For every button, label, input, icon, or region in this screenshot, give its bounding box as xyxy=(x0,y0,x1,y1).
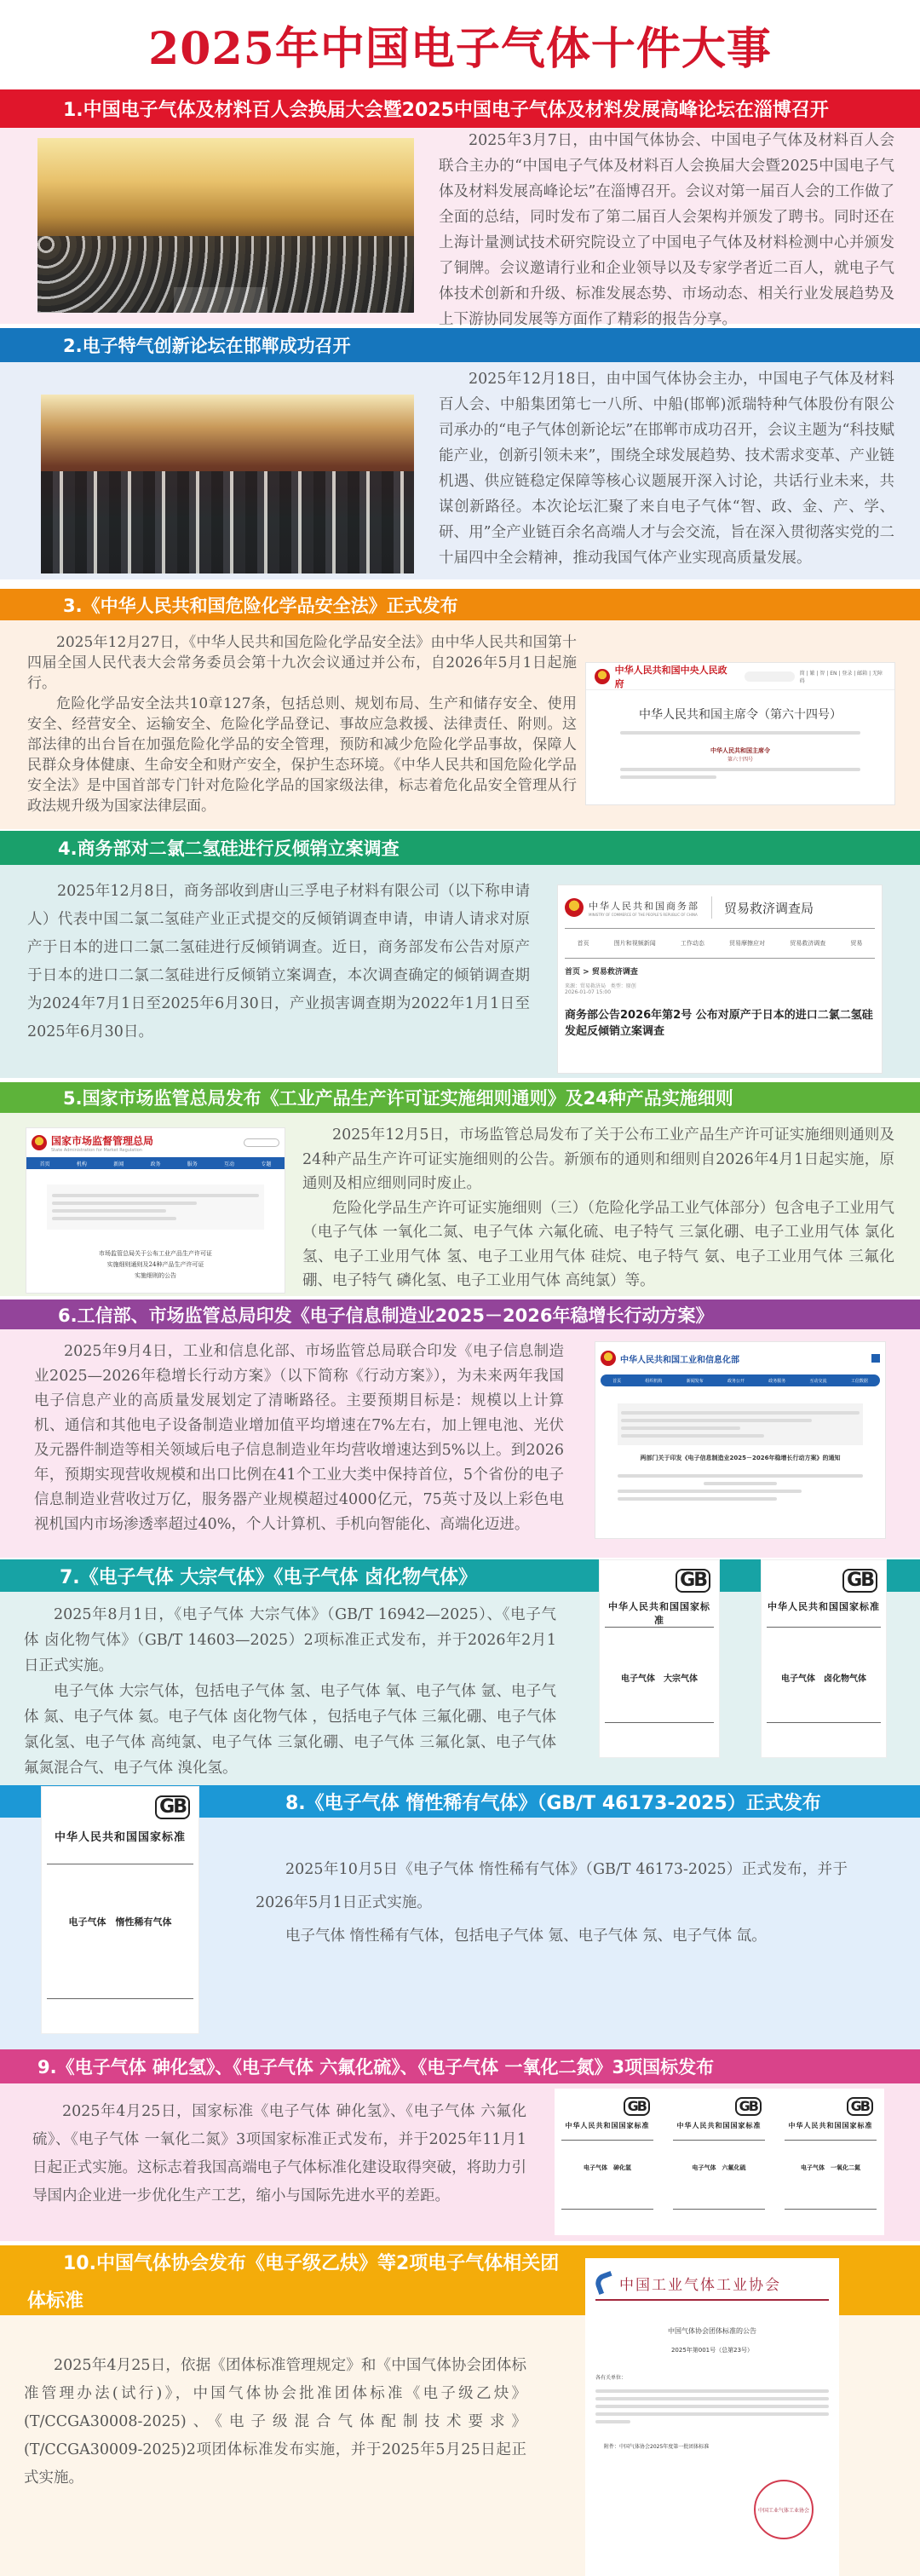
section-9-text: 2025年4月25日，国家标准《电子气体 砷化氢》、《电子气体 六氟化硫》、《电子气体 一氧化二氮》3项国家标准正式发布，并于2025年11月1日起正式实施。这标志着我国高端电子气体标准化建设取得突破，将助力引导国内企业进一步优化生产工艺，缩小与国际先进水平的差距。 xyxy=(32,2103,526,2204)
national-emblem-icon xyxy=(32,1135,47,1150)
doc-title: 中华人民共和国主席令（第六十四号） xyxy=(639,708,842,722)
nav-friction[interactable]: 贸易摩擦应对 xyxy=(729,940,766,947)
gb-standard-cover-2: GB 中华人民共和国国家标准 电子气体 卤化物气体 xyxy=(761,1559,887,1758)
nav-investigation[interactable]: 贸易救济调查 xyxy=(790,940,826,947)
doc-title: 两部门关于印发《电子信息制造业2025－2026年稳增长行动方案》的通知 xyxy=(640,1455,841,1461)
section-6-heading: 6.工信部、市场监管总局印发《电子信息制造业2025－2026年稳增长行动方案》 xyxy=(0,1300,920,1329)
section-10-heading: 10.中国气体协会发布《电子级乙炔》等2项电子气体相关团体标准 xyxy=(0,2245,920,2315)
nav-more[interactable]: 贸易 xyxy=(850,940,863,947)
gb-standard-cover-1: GB 中华人民共和国国家标准 电子气体 大宗气体 xyxy=(599,1559,720,1758)
samr-nav: 首页 机构 新闻 政务 服务 互动 专题 xyxy=(26,1157,285,1169)
section-3-heading: 3.《中华人民共和国危险化学品安全法》正式发布 xyxy=(0,589,920,620)
gb-standard-cover-5: GB 中华人民共和国国家标准 电子气体 六氟化硫 xyxy=(668,2089,770,2235)
section-1-text: 2025年3月7日，由中国气体协会、中国电子气体及材料百人会联合主办的“中国电子气体及材料百人会换届大会暨2025中国电子气体及材料发展高峰论坛”在淄博召开。会议对第一届百人会的工作做了全面的总结，同时发布了第二届百人会架构并颁发了聘书。同时还在上海计量测试技术研究院设立了中国电子气体及材料检测中心并颁发了铜牌。会议邀请行业和企业领导以及专家学者近二百人，就电子气体技术创新和升级、标准发展态势、市场动态、相关行业发展趋势及上下游协同发展等方面作了精彩的报告分享。 xyxy=(439,132,894,328)
nav-work[interactable]: 工作动态 xyxy=(680,940,704,947)
section-9-heading: 9.《电子气体 砷化氢》、《电子气体 六氟化硫》、《电子气体 一氧化二氮》3项国标发布 xyxy=(0,2049,920,2083)
gb-standard-cover-6: GB 中华人民共和国国家标准 电子气体 一氧化二氮 xyxy=(779,2089,882,2235)
ccga-logo-icon xyxy=(593,2271,617,2295)
national-emblem-icon xyxy=(565,898,584,917)
mofcom-screenshot: 中华人民共和国商务部 MINISTRY OF COMMERCE OF THE PEOPLE'S REPUBLIC OF CHINA 贸易救济调查局 首页 图片和视频新闻 工作动态 贸易摩擦应对 贸易救济调查 贸易 首页 > 贸易救济调查 来源：贸易救济局 类型：原创 2026-01-07 15:00 商务部公告2026年第2号 公布对原产于日本的进口二氯二氢硅发起反倾销立案调查 xyxy=(557,885,883,1074)
section-2-heading: 2.电子特气创新论坛在邯郸成功召开 xyxy=(0,328,920,362)
section-1-heading: 1.中国电子气体及材料百人会换届大会暨2025中国电子气体及材料发展高峰论坛在淄博召开 xyxy=(0,89,920,128)
gb-standard-cover-4: GB 中华人民共和国国家标准 电子气体 砷化氢 xyxy=(556,2089,658,2235)
search-box xyxy=(745,671,795,682)
gov-cn-screenshot: 中华人民共和国中央人民政府 简 | 繁 | 智 | EN | 登录 | 邮箱 | 无障碍 中华人民共和国主席令（第六十四号） 中华人民共和国主席令 第六十四号 xyxy=(585,662,895,805)
section-6-text: 2025年9月4日，工业和信息化部、市场监管总局联合印发《电子信息制造业2025—2026年稳增长行动方案》（以下简称《行动方案》），为未来两年我国电子信息产业的高质量发展划定了清晰路径。主要预期目标是：规模以上计算机、通信和其他电子设备制造业增加值平均增速在7%左右，加上锂电池、光伏及元器件制造等相关领域后电子信息制造业年均营收增速达到5%以上。到2026年，预期实现营收规模和出口比例在41个工业大类中保持首位，5个省份的电子信息制造业营收过万亿，服务器产业规模超过4000亿元，75英寸及以上彩色电视机国内市场渗透率超过40%，个人计算机、手机向智能化、高端化迈进。 xyxy=(34,1343,564,1533)
mofcom-nav xyxy=(565,928,875,959)
announcement-headline: 商务部公告2026年第2号 公布对原产于日本的进口二氯二氢硅发起反倾销立案调查 xyxy=(565,1009,873,1038)
miit-nav: 首页 组织机构 新闻发布 政务公开 政务服务 互动交流 工信数据 xyxy=(601,1374,880,1386)
national-emblem-icon xyxy=(595,669,610,684)
nav-home[interactable]: 首页 xyxy=(577,940,589,947)
search-icon xyxy=(871,1354,880,1363)
notice-title: 中国气体协会团体标准的公告 xyxy=(668,2327,756,2335)
section-8-text: 2025年10月5日《电子气体 惰性稀有气体》（GB/T 46173-2025）正式发布，并于2026年5月1日正式实施。 电子气体 惰性稀有气体，包括电子气体 氪、电子气体 氖、电子气体 氙。 xyxy=(256,1861,848,1945)
section-5-heading: 5.国家市场监管总局发布《工业产品生产许可证实施细则通则》及24种产品实施细则 xyxy=(0,1082,920,1113)
miit-screenshot xyxy=(595,1341,886,1539)
section-5-text: 2025年12月5日，市场监管总局发布了关于公布工业产品生产许可证实施细则通则及24种产品生产许可证实施细则的公告。新颁布的通则和细则自2026年4月1日起实施，原通则及相应细则同时废止。 危险化学品生产许可证实施细则（三）（危险化学品工业气体部分）包含电子工业用气（电子气体 一氧化二氮、电子气体 六氟化硫、电子特气 三氯化硼、电子工业用气体 氯化氢、电子工业用气体 氢、电子工业用气体 硅烷、电子特气 氨、电子工业用气体 三氟化硼、电子特气 磷化氢、电子工业用气体 高纯氯）等。 xyxy=(302,1127,894,1289)
samr-header: 国家市场监督管理总局 State Administration for Market Regulation xyxy=(26,1128,285,1157)
forum-group-photo xyxy=(41,395,414,573)
mofcom-header: 中华人民共和国商务部 MINISTRY OF COMMERCE OF THE PEOPLE'S REPUBLIC OF CHINA 贸易救济调查局 xyxy=(565,892,875,923)
notice-title: 市场监管总局关于公布工业产品生产许可证 实施细则通则及24种产品生产许可证 实施细则的公告 xyxy=(99,1250,212,1279)
section-10-text: 2025年4月25日，依据《团体标准管理规定》和《中国气体协会团体标准管理办法(试行)》，中国气体协会批准团体标准《电子级乙炔》(T/CCGA30008-2025)、《电子级混合气体配制技术要求》(T/CCGA30009-2025)2项团体标准发布实施，并于2025年5月25日起正式实施。 xyxy=(24,2357,526,2487)
gb-standard-cover-3: GB 中华人民共和国国家标准 电子气体 惰性稀有气体 xyxy=(41,1786,199,2034)
official-seal: 中国工业气体工业协会 xyxy=(754,2480,814,2539)
ccga-header: 中国工业气体工业协会 xyxy=(595,2267,829,2301)
gb-covers-group xyxy=(555,2089,884,2235)
section-8-heading: 8.《电子气体 惰性稀有气体》（GB/T 46173-2025）正式发布 xyxy=(0,1785,920,1818)
page-title: 2025年中国电子气体十件大事 xyxy=(148,23,772,75)
gov-site-header: 中华人民共和国中央人民政府 简 | 繁 | 智 | EN | 登录 | 邮箱 | 无障碍 xyxy=(586,663,894,690)
miit-header: 中华人民共和国工业和信息化部 xyxy=(601,1347,880,1369)
breadcrumb: 首页 > 贸易救济调查 xyxy=(565,968,638,977)
ccga-notice-screenshot: 中国工业气体工业协会 中国气体协会团体标准的公告 2025年第001号（总第23号） 各有关单位： 附件：中国气体协会2025年度第一批团体标准 中国工业气体工业协会 xyxy=(585,2258,839,2576)
section-4-heading: 4.商务部对二氯二氢硅进行反倾销立案调查 xyxy=(0,831,920,865)
section-7-text: 2025年8月1日，《电子气体 大宗气体》（GB/T 16942—2025）、《电子气体 卤化物气体》（GB/T 14603—2025）2项标准正式发布，并于2026年2月1日正式实施。 电子气体 大宗气体，包括电子气体 氢、电子气体 氧、电子气体 氩、电子气体 氮、电子气体 氦。电子气体 卤化物气体 ，包括电子气体 三氟化硼、电子气体 氯化氢、电子气体 高纯氯、电子气体 三氯化硼、电子气体 三氟化氯、电子气体 氟氮混合气、电子气体 溴化氢。 xyxy=(24,1606,556,1777)
nav-news[interactable]: 图片和视频新闻 xyxy=(613,940,656,947)
conference-hall-photo xyxy=(37,138,414,313)
search-box xyxy=(244,1138,279,1147)
audience xyxy=(37,236,414,313)
section-2-text: 2025年12月18日，由中国气体协会主办，中国电子气体及材料百人会、中船集团第七一八所、中船(邯郸)派瑞特种气体股份有限公司承办的“电子气体创新论坛”在邯郸市成功召开，会议主题为“科技赋能产业，创新引领未来”，围绕全球发展趋势、技术需求变革、产业链机遇、供应链稳定保障等核心议题展开深入讨论，共话行业未来，共谋创新路径。本次论坛汇聚了来自电子气体“智、政、金、产、学、研、用”全产业链百余名高端人才与会交流，旨在深入贯彻落实党的二十届四中全会精神，推动我国气体产业实现高质量发展。 xyxy=(439,371,894,567)
section-4-text: 2025年12月8日，商务部收到唐山三孚电子材料有限公司（以下称申请人）代表中国二氯二氢硅产业正式提交的反倾销调查申请，申请人请求对原产于日本的进口二氯二氢硅进行反倾销调查。近日，商务部发布公告对原产于日本的进口二氯二氢硅进行反倾销立案调查，本次调查确定的倾销调查期为2024年7月1日至2025年6月30日，产业损害调查期为2022年1月1日至2025年6月30日。 xyxy=(27,883,530,1040)
samr-screenshot xyxy=(26,1127,285,1294)
national-emblem-icon xyxy=(601,1351,616,1366)
section-3-text: 2025年12月27日，《中华人民共和国危险化学品安全法》由中华人民共和国第十四届全国人民代表大会常务委员会第十九次会议通过并公布，自2026年5月1日起施行。 危险化学品安全法共10章127条，包括总则、规划布局、生产和储存安全、使用安全、经营安全、运输安全、危险化学品登记、事故应急救援、法律责任、附则。这部法律的出台旨在加强危险化学品的安全管理，预防和减少危险化学品事故，保障人民群众身体健康、生命安全和财产安全，保护生态环境。《中华人民共和国危险化学品安全法》是中国首部专门针对危险化学品的国家级法律，标志着危化品安全管理从行政法规升级为国家法律层面。 xyxy=(27,634,577,815)
audience xyxy=(41,471,414,573)
section-7-heading: 7.《电子气体 大宗气体》《电子气体 卤化物气体》 xyxy=(0,1559,920,1592)
